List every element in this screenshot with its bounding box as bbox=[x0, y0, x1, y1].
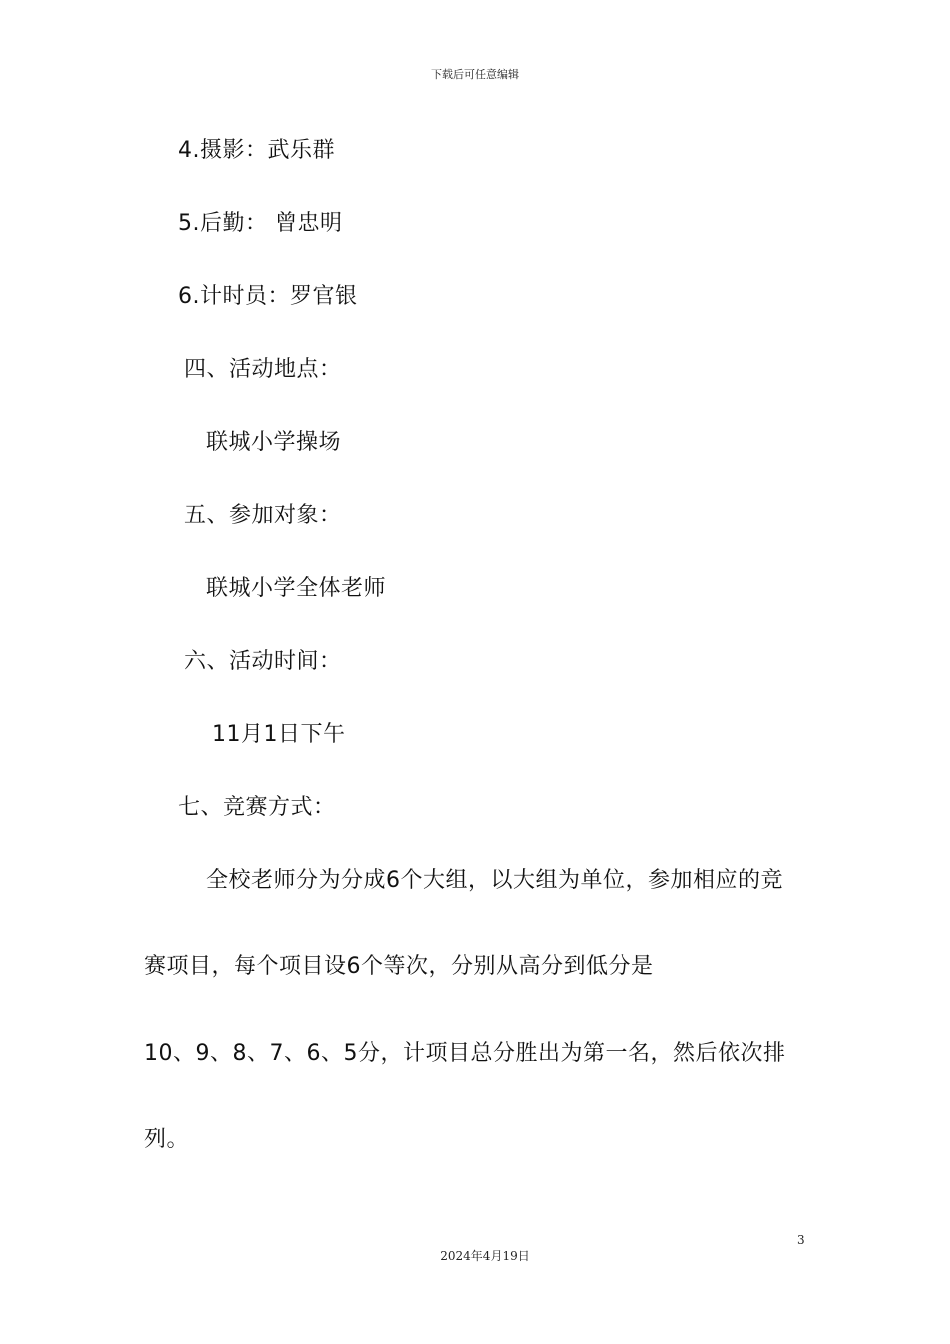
body-line-logistics: 5.后勤： 曾忠明 bbox=[178, 211, 343, 236]
body-line-location: 联城小学操场 bbox=[206, 430, 342, 455]
body-line-photography: 4.摄影：武乐群 bbox=[178, 138, 335, 163]
paragraph-line-4: 列。 bbox=[144, 1127, 190, 1152]
section-heading-competition: 七、竞赛方式： bbox=[178, 795, 336, 820]
section-heading-time: 六、活动时间： bbox=[184, 649, 342, 674]
section-heading-location: 四、活动地点： bbox=[184, 357, 342, 382]
paragraph-line-1: 全校老师分为分成6个大组，以大组为单位，参加相应的竞 bbox=[206, 868, 783, 893]
paragraph-line-3: 10、9、8、7、6、5分，计项目总分胜出为第一名，然后依次排 bbox=[144, 1041, 786, 1066]
page-header: 下载后可任意编辑 bbox=[431, 68, 519, 81]
body-line-timekeeper: 6.计时员：罗官银 bbox=[178, 284, 358, 309]
body-line-time: 11月1日下午 bbox=[212, 722, 346, 747]
section-heading-participants: 五、参加对象： bbox=[184, 503, 342, 528]
paragraph-line-2: 赛项目，每个项目设6个等次，分别从高分到低分是 bbox=[144, 954, 654, 979]
page-footer-date: 2024年4月19日 bbox=[440, 1249, 530, 1263]
body-line-participants: 联城小学全体老师 bbox=[206, 576, 387, 601]
page-number: 3 bbox=[797, 1233, 805, 1247]
